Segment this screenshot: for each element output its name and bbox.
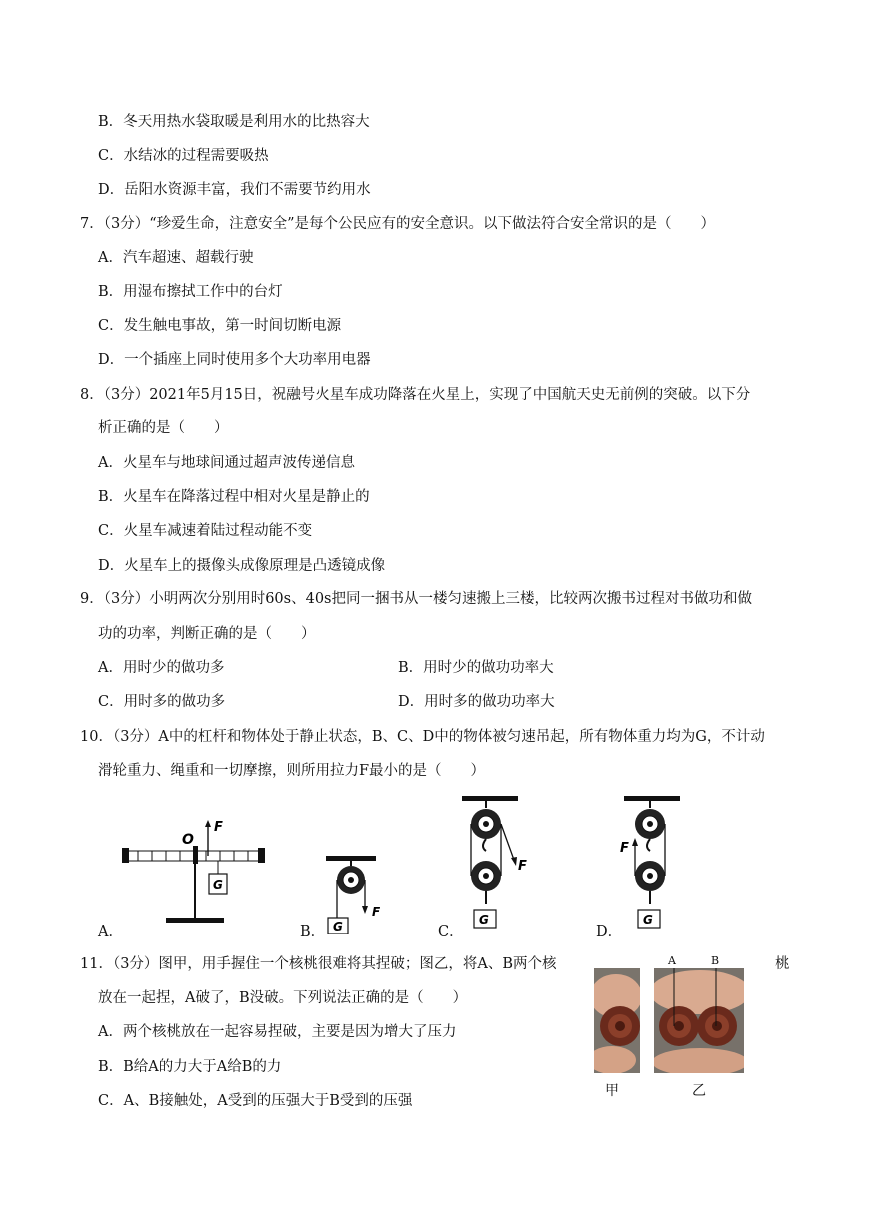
fig-c-g-label: G: [479, 913, 489, 927]
photo-label-b: B: [711, 954, 720, 967]
q8-option-c: C．火星车减速着陆过程动能不变: [98, 523, 313, 539]
fig-c-f-label: F: [518, 859, 527, 874]
q11-option-b: B．B给A的力大于A给B的力: [98, 1059, 282, 1075]
lever-figure: [118, 818, 270, 930]
q6-option-b: B．冬天用热水袋取暖是利用水的比热容大: [98, 114, 370, 130]
q9-option-b: B．用时少的做功功率大: [398, 660, 554, 676]
photo-label-a: A: [668, 954, 676, 967]
q7-option-b: B．用湿布擦拭工作中的台灯: [98, 284, 283, 300]
fig-d-g-label: G: [643, 913, 653, 927]
fig-b-f-label: F: [372, 905, 381, 919]
q10-stem-line2: 滑轮重力、绳重和一切摩擦，则所用拉力F最小的是（ ）: [98, 763, 486, 779]
q10-option-d-label: D．: [596, 924, 623, 940]
q10-option-c-label: C．: [438, 924, 464, 940]
q7-option-d: D．一个插座上同时使用多个大功率用电器: [98, 352, 371, 368]
q7-stem: 7．（3分）“珍爱生命，注意安全”是每个公民应有的安全意识。以下做法符合安全常识的是（ ）: [80, 216, 716, 232]
q11-option-a: A．两个核桃放在一起容易捏破，主要是因为增大了压力: [98, 1024, 457, 1040]
walnut-photo-jia: [594, 968, 640, 1073]
q8-stem-line2: 析正确的是（ ）: [98, 420, 229, 436]
q11-stem-line1-end: 桃: [775, 956, 790, 972]
q8-option-a: A．火星车与地球间通过超声波传递信息: [98, 455, 355, 471]
q8-option-d: D．火星车上的摄像头成像原理是凸透镜成像: [98, 558, 386, 574]
fig-a-f-label: F: [214, 820, 223, 835]
q11-stem-line1: 11．（3分）图甲，用手握住一个核桃很难将其捏破；图乙，将A、B两个核: [80, 956, 557, 972]
q6-option-c: C．水结冰的过程需要吸热: [98, 148, 269, 164]
q10-stem-line1: 10．（3分）A中的杠杆和物体处于静止状态，B、C、D中的物体被匀速吊起，所有物体重力均为G，不计动: [80, 729, 765, 745]
photo-caption-jia: 甲: [605, 1083, 619, 1099]
q9-option-d: D．用时多的做功功率大: [398, 694, 555, 710]
q9-option-c: C．用时多的做功多: [98, 694, 226, 710]
q7-option-a: A．汽车超速、超载行驶: [98, 250, 254, 266]
q7-option-c: C．发生触电事故，第一时间切断电源: [98, 318, 342, 334]
q9-option-a: A．用时少的做功多: [98, 660, 225, 676]
q6-option-d: D．岳阳水资源丰富，我们不需要节约用水: [98, 182, 371, 198]
fig-a-g-label: G: [213, 878, 223, 892]
q10-option-a-label: A．: [98, 924, 123, 940]
pulley-block-d-figure: [616, 794, 696, 934]
fig-b-g-label: G: [333, 920, 343, 934]
pulley-block-c-figure: [456, 794, 548, 934]
photo-caption-yi: 乙: [692, 1083, 706, 1099]
fig-a-o-label: O: [182, 832, 194, 848]
q9-stem-line2: 功的功率，判断正确的是（ ）: [98, 626, 316, 642]
q10-option-b-label: B．: [300, 924, 326, 940]
q8-stem-line1: 8．（3分）2021年5月15日，祝融号火星车成功降落在火星上，实现了中国航天史无前例的突破。以下分: [80, 387, 751, 403]
q11-stem-line2: 放在一起捏，A破了，B没破。下列说法正确的是（ ）: [98, 990, 468, 1006]
fig-d-f-label: F: [620, 841, 629, 856]
q9-stem-line1: 9．（3分）小明两次分别用时60s、40s把同一捆书从一楼匀速搬上三楼，比较两次搬书过程对书做功和做: [80, 591, 752, 607]
walnut-photo-yi: [654, 968, 744, 1073]
q11-option-c: C．A、B接触处，A受到的压强大于B受到的压强: [98, 1093, 413, 1109]
q8-option-b: B．火星车在降落过程中相对火星是静止的: [98, 489, 370, 505]
fixed-pulley-figure: [318, 852, 394, 934]
